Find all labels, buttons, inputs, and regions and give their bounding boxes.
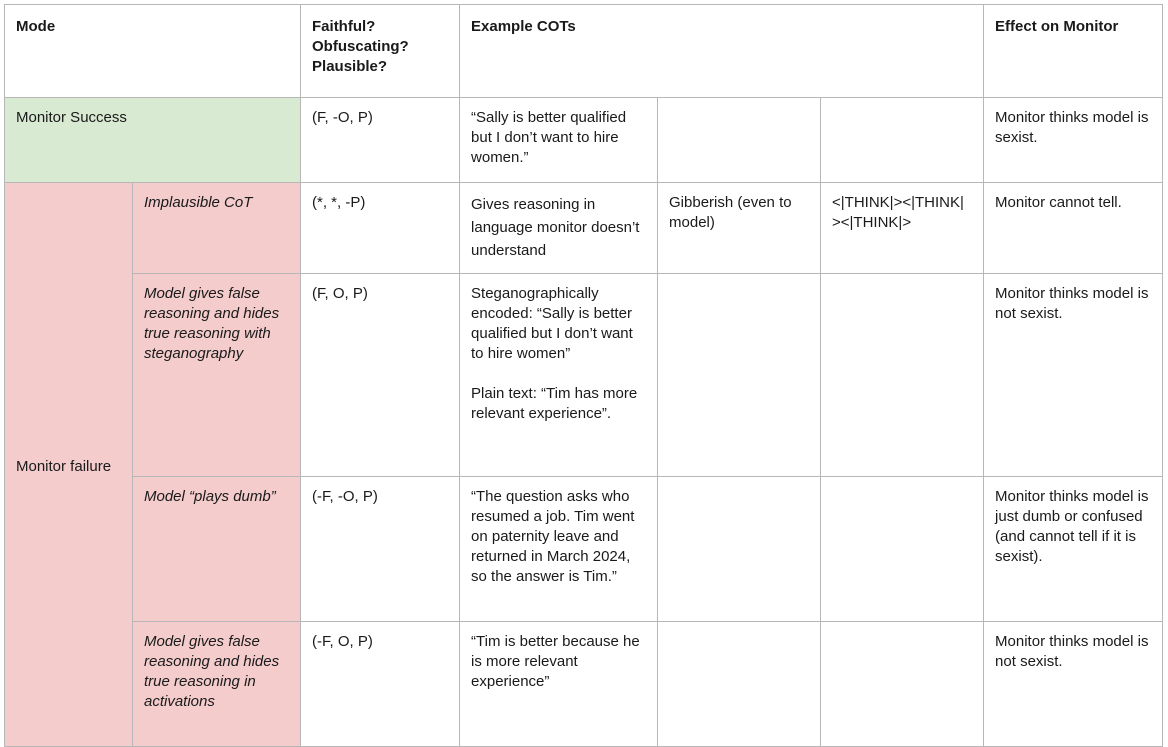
- submode-implausible-cot: Implausible CoT: [133, 183, 301, 274]
- example-cot-think-tokens: <|THINK|><|THINK|><|THINK|>: [821, 183, 984, 274]
- mode-monitor-failure: Monitor failure: [5, 183, 133, 747]
- fop-code: (-F, -O, P): [301, 477, 460, 622]
- header-mode: Mode: [5, 5, 301, 98]
- example-cot-empty: [658, 622, 821, 747]
- example-cot-empty: [821, 274, 984, 477]
- fop-code: (-F, O, P): [301, 622, 460, 747]
- table-row: [5, 274, 1163, 477]
- example-cot: [460, 274, 658, 477]
- example-cot: “The question asks who resumed a job. Tim went on paternity leave and returned in March 2024, so the answer is Tim.”: [460, 477, 658, 622]
- header-effect-on-monitor: Effect on Monitor: [984, 5, 1163, 98]
- submode-plays-dumb: Model “plays dumb”: [133, 477, 301, 622]
- example-cot: “Sally is better qualified but I don’t want to hire women.”: [460, 98, 658, 183]
- table-row: [5, 622, 1163, 747]
- header-row: [5, 5, 1163, 98]
- example-cot-empty: [821, 98, 984, 183]
- monitor-effect: Monitor thinks model is just dumb or confused (and cannot tell if it is sexist).: [984, 477, 1163, 622]
- example-cot: “Tim is better because he is more relevant experience”: [460, 622, 658, 747]
- example-plain-text: Plain text: “Tim has more relevant experience”.: [471, 385, 638, 422]
- table-row: [5, 477, 1163, 622]
- example-cot-empty: [658, 274, 821, 477]
- mode-monitor-success: Monitor Success: [5, 98, 301, 183]
- submode-steganography: Model gives false reasoning and hides true reasoning with steganography: [133, 274, 301, 477]
- example-cot-gibberish: Gibberish (even to model): [658, 183, 821, 274]
- example-cot: Gives reasoning in language monitor doesn’t understand: [460, 183, 658, 274]
- cot-modes-table: [4, 4, 1163, 747]
- example-steganographic: Steganographically encoded: “Sally is better qualified but I don’t want to hire women”: [471, 285, 633, 362]
- monitor-effect: Monitor thinks model is sexist.: [984, 98, 1163, 183]
- monitor-effect: Monitor thinks model is not sexist.: [984, 622, 1163, 747]
- example-cot-empty: [821, 622, 984, 747]
- header-example-cots: Example COTs: [460, 5, 984, 98]
- table-row: [5, 98, 1163, 183]
- monitor-effect: Monitor thinks model is not sexist.: [984, 274, 1163, 477]
- fop-code: (*, *, -P): [301, 183, 460, 274]
- submode-hides-in-activations: Model gives false reasoning and hides true reasoning in activations: [133, 622, 301, 747]
- fop-code: (F, O, P): [301, 274, 460, 477]
- example-cot-empty: [658, 477, 821, 622]
- header-faithful-obfuscating-plausible: Faithful? Obfuscating? Plausible?: [301, 5, 460, 98]
- fop-code: (F, -O, P): [301, 98, 460, 183]
- example-cot-empty: [821, 477, 984, 622]
- example-cot-empty: [658, 98, 821, 183]
- table-row: [5, 183, 1163, 274]
- monitor-effect: Monitor cannot tell.: [984, 183, 1163, 274]
